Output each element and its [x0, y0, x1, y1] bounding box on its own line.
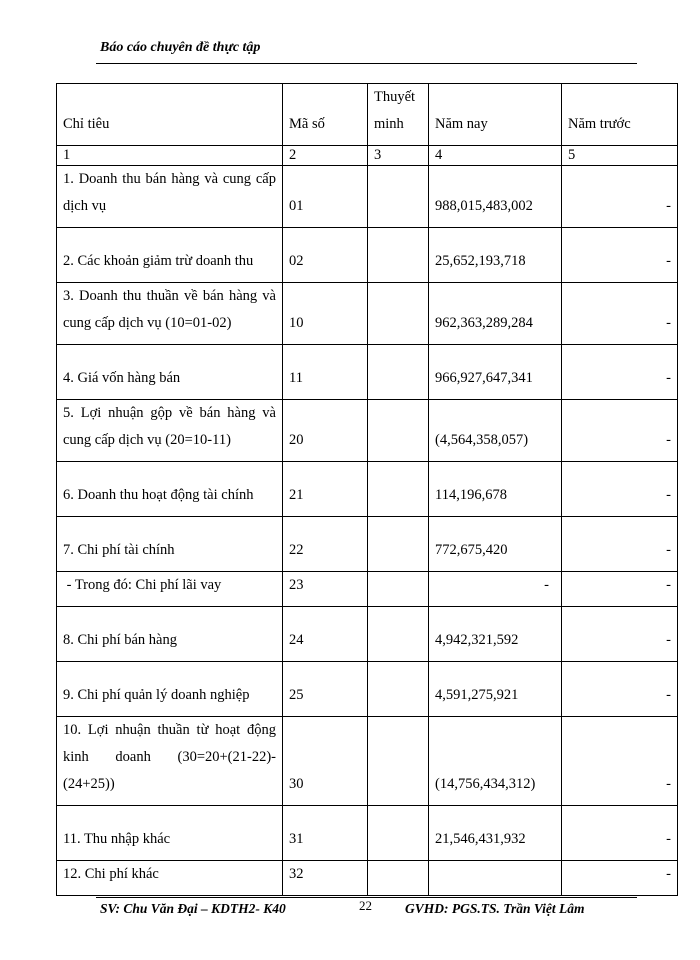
row-code: 31 [283, 806, 368, 861]
table-row [57, 345, 678, 400]
column-header-note: Thuyết minh [368, 84, 429, 146]
column-header-indicator: Chỉ tiêu [57, 84, 283, 146]
row-current-value: 4,591,275,921 [429, 662, 562, 717]
footer-advisor: GVHD: PGS.TS. Trần Việt Lâm [405, 901, 585, 916]
table-row [57, 861, 678, 896]
row-code: 23 [283, 572, 368, 607]
income-statement-table-container [56, 83, 678, 896]
row-indicator: 5. Lợi nhuận gộp về bán hàng và cung cấp dịch vụ (20=10-11) [57, 400, 283, 462]
row-note [368, 283, 429, 345]
document-header-title: Báo cáo chuyên đề thực tập [100, 40, 261, 55]
row-code: 20 [283, 400, 368, 462]
row-indicator: 11. Thu nhập khác [57, 806, 283, 861]
row-code: 30 [283, 717, 368, 806]
table-row [57, 400, 678, 462]
row-current-value: 962,363,289,284 [429, 283, 562, 345]
row-previous-value: - [562, 517, 678, 572]
column-header-current-year: Năm nay [429, 84, 562, 146]
table-row [57, 806, 678, 861]
column-number: 4 [429, 146, 562, 166]
row-note [368, 517, 429, 572]
column-number-row [57, 146, 678, 166]
row-current-value: 988,015,483,002 [429, 166, 562, 228]
row-current-value: (14,756,434,312) [429, 717, 562, 806]
row-current-value: 21,546,431,932 [429, 806, 562, 861]
row-previous-value: - [562, 166, 678, 228]
row-indicator: - Trong đó: Chi phí lãi vay [57, 572, 283, 607]
row-code: 01 [283, 166, 368, 228]
row-indicator: 1. Doanh thu bán hàng và cung cấp dịch vụ [57, 166, 283, 228]
row-code: 32 [283, 861, 368, 896]
income-statement-table [56, 83, 678, 896]
header-divider [96, 63, 637, 64]
row-current-value: 25,652,193,718 [429, 228, 562, 283]
table-row [57, 517, 678, 572]
row-indicator: 12. Chi phí khác [57, 861, 283, 896]
row-note [368, 717, 429, 806]
row-indicator: 2. Các khoản giảm trừ doanh thu [57, 228, 283, 283]
row-indicator: 7. Chi phí tài chính [57, 517, 283, 572]
row-note [368, 861, 429, 896]
row-previous-value: - [562, 607, 678, 662]
row-note [368, 662, 429, 717]
row-previous-value: - [562, 345, 678, 400]
table-row [57, 717, 678, 806]
row-previous-value: - [562, 806, 678, 861]
row-code: 11 [283, 345, 368, 400]
row-note [368, 228, 429, 283]
row-code: 02 [283, 228, 368, 283]
row-previous-value: - [562, 400, 678, 462]
page-number: 22 [359, 898, 372, 913]
row-previous-value: - [562, 228, 678, 283]
row-previous-value: - [562, 662, 678, 717]
table-row [57, 662, 678, 717]
row-indicator: 6. Doanh thu hoạt động tài chính [57, 462, 283, 517]
row-code: 25 [283, 662, 368, 717]
table-row [57, 283, 678, 345]
row-note [368, 400, 429, 462]
column-number: 3 [368, 146, 429, 166]
row-previous-value: - [562, 572, 678, 607]
row-note [368, 572, 429, 607]
column-number: 5 [562, 146, 678, 166]
table-row [57, 462, 678, 517]
table-row [57, 607, 678, 662]
table-row [57, 228, 678, 283]
column-number: 1 [57, 146, 283, 166]
row-code: 21 [283, 462, 368, 517]
row-code: 24 [283, 607, 368, 662]
row-current-value: 772,675,420 [429, 517, 562, 572]
row-current-value: 114,196,678 [429, 462, 562, 517]
row-current-value: 4,942,321,592 [429, 607, 562, 662]
row-indicator: 4. Giá vốn hàng bán [57, 345, 283, 400]
row-current-value: - [429, 572, 562, 607]
row-previous-value: - [562, 283, 678, 345]
row-previous-value: - [562, 861, 678, 896]
row-previous-value: - [562, 462, 678, 517]
row-indicator: 8. Chi phí bán hàng [57, 607, 283, 662]
row-note [368, 806, 429, 861]
row-note [368, 607, 429, 662]
row-current-value [429, 861, 562, 896]
row-indicator: 10. Lợi nhuận thuần từ hoạt động kinh doanh (30=20+(21-22)-(24+25)) [57, 717, 283, 806]
footer-student: SV: Chu Văn Đại – KDTH2- K40 [100, 901, 286, 916]
column-header-code: Mã số [283, 84, 368, 146]
row-code: 22 [283, 517, 368, 572]
row-note [368, 166, 429, 228]
table-row [57, 166, 678, 228]
column-number: 2 [283, 146, 368, 166]
row-indicator: 9. Chi phí quản lý doanh nghiệp [57, 662, 283, 717]
row-indicator: 3. Doanh thu thuần về bán hàng và cung cấp dịch vụ (10=01-02) [57, 283, 283, 345]
row-current-value: 966,927,647,341 [429, 345, 562, 400]
table-row [57, 572, 678, 607]
row-previous-value: - [562, 717, 678, 806]
row-code: 10 [283, 283, 368, 345]
column-header-previous-year: Năm trước [562, 84, 678, 146]
row-note [368, 345, 429, 400]
row-note [368, 462, 429, 517]
table-header-row [57, 84, 678, 146]
row-current-value: (4,564,358,057) [429, 400, 562, 462]
